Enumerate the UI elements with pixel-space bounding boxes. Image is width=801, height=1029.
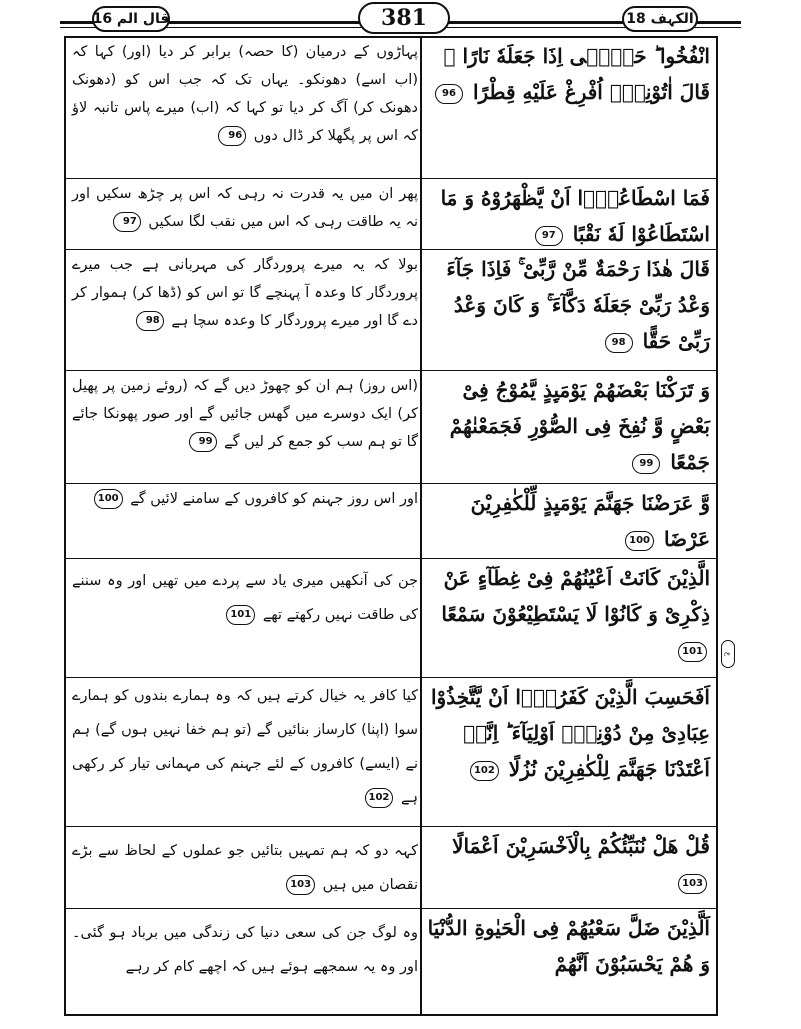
urdu-translation: جن کی آنکھیں میری یاد سے پردے میں تھیں اور وہ سننے کی طاقت نہیں رکھتے تھے 101 [72, 573, 418, 623]
row-separator [66, 178, 716, 179]
verse-number-badge: 103 [286, 875, 315, 895]
surah-label: الکہف 18 [622, 6, 698, 32]
verse-number-badge: 102 [470, 761, 499, 781]
page-header [0, 0, 801, 34]
verse-row [66, 372, 716, 482]
ruku-margin-mark: ع [721, 640, 735, 668]
arabic-text: قَالَ هٰذَا رَحْمَةٌ مِّنْ رَّبِّیْ ۚ فَاِذَا جَآءَ وَعْدُ رَبِّیْ جَعَلَهٗ دَكَّآءَ ۚ وَ كَانَ وَعْدُ رَبِّیْ حَقًّا 98 [446, 257, 710, 353]
verse-row [66, 560, 716, 676]
verse-number-badge: 101 [226, 605, 255, 625]
verse-number-badge: 98 [605, 333, 633, 353]
verse-number-badge: 103 [678, 874, 707, 894]
urdu-translation: کیا کافر یہ خیال کرتے ہیں کہ وہ ہمارے بندوں کو ہمارے سوا (اپنا) کارساز بنائیں گے (تو ہم خفا نہیں ہوں گے) ہم نے (ایسے) کافروں کے لئے جہنم کی مہمانی تیار کر رکھی ہے 102 [72, 688, 418, 806]
arabic-text: وَ تَرَكْنَا بَعْضَهُمْ یَوْمَىِٕذٍ یَّمُوْجُ فِیْ بَعْضٍ وَّ نُفِخَ فِی الصُّوْرِ فَجَمَعْنٰهُمْ جَمْعًا 99 [449, 378, 710, 474]
verse-row [66, 828, 716, 906]
urdu-translation: بولا کہ یہ میرے پروردگار کی مہربانی ہے جب میرے پروردگار کا وعدہ آ پہنچے گا تو اس کو (ڈھا کر) ہموار کر دے گا اور میرے پروردگار کا وعدہ سچا ہے 98 [72, 257, 418, 329]
urdu-translation: وہ لوگ جن کی سعی دنیا کی زندگی میں برباد ہو گئی۔ اور وہ یہ سمجھے ہوئے ہیں کہ اچھے کام کر رہے [72, 925, 418, 975]
row-separator [66, 677, 716, 678]
verse-number-badge: 99 [189, 432, 217, 452]
verse-row [66, 485, 716, 557]
urdu-translation: پہاڑوں کے درمیان (کا حصہ) برابر کر دیا (اور) کہا کہ (اب اسے) دھونکو۔ یہاں تک کہ جب اس کو (دھونک دھونک کر) آگ کر دیا تو کہا کہ (اب) میرے پاس تانبہ لاؤ کہ اس پر پگھلا کر ڈال دوں 96 [72, 44, 418, 144]
verse-number-badge: 100 [94, 489, 123, 509]
urdu-translation: (اس روز) ہم ان کو چھوڑ دیں گے کہ (روئے زمین پر پھیل کر) ایک دوسرے میں گھس جائیں گے اور صور پھونکا جائے گا تو ہم سب کو جمع کر لیں گے 99 [72, 378, 418, 450]
verse-number-badge: 98 [136, 311, 164, 331]
page-number: 381 [358, 2, 450, 34]
row-separator [66, 370, 716, 371]
verse-number-badge: 101 [678, 642, 707, 662]
verse-row [66, 910, 716, 1014]
verse-number-badge: 96 [218, 126, 246, 146]
row-separator [66, 483, 716, 484]
verse-number-badge: 99 [632, 454, 660, 474]
urdu-translation: پھر ان میں یہ قدرت نہ رہی کہ اس پر چڑھ سکیں اور نہ یہ طاقت رہی کہ اس میں نقب لگا سکیں 97 [72, 186, 418, 230]
arabic-text: الَّذِیْنَ كَانَتْ اَعْیُنُهُمْ فِیْ غِطَآءٍ عَنْ ذِكْرِیْ وَ كَانُوْا لَا یَسْتَطِیْعُوْنَ سَمْعًا 101 [422, 560, 716, 668]
arabic-text: اَلَّذِیْنَ ضَلَّ سَعْیُهُمْ فِی الْحَیٰوةِ الدُّنْیَا وَ هُمْ یَحْسَبُوْنَ اَنَّهُمْ [427, 916, 710, 976]
verse-row [66, 38, 716, 178]
arabic-text: انْفُخُوا ؕ حَتّٰۤى اِذَا جَعَلَهٗ نَارًا ۙ قَالَ اٰتُوْنِیْۤ اُفْرِغْ عَلَیْهِ قِطْرًا 96 [422, 38, 716, 110]
verse-row [66, 251, 716, 369]
verse-number-badge: 97 [535, 226, 563, 246]
urdu-translation: کہہ دو کہ ہم تمہیں بتائیں جو عملوں کے لحاظ سے بڑے نقصان میں ہیں 103 [72, 843, 418, 893]
urdu-translation: اور اس روز جہنم کو کافروں کے سامنے لائیں گے 100 [72, 485, 418, 513]
arabic-text: قُلْ هَلْ نُنَبِّئُكُمْ بِالْاَخْسَرِیْنَ اَعْمَالًا 103 [422, 828, 716, 900]
verse-number-badge: 96 [435, 84, 463, 104]
verse-number-badge: 102 [365, 788, 394, 808]
row-separator [66, 908, 716, 909]
row-separator [66, 558, 716, 559]
verse-number-badge: 100 [625, 531, 654, 551]
verse-row [66, 180, 716, 248]
arabic-text: وَّ عَرَضْنَا جَهَنَّمَ یَوْمَىِٕذٍ لِّلْكٰفِرِیْنَ عَرْضَا 100 [470, 491, 710, 551]
verse-number-badge: 97 [113, 212, 141, 232]
verse-row [66, 679, 716, 824]
arabic-text: اَفَحَسِبَ الَّذِیْنَ كَفَرُوْۤا اَنْ یَّتَّخِذُوْا عِبَادِیْ مِنْ دُوْنِیْۤ اَوْلِیَآءَ ؕ اِنَّاۤ اَعْتَدْنَا جَهَنَّمَ لِلْكٰفِرِیْنَ نُزُلًا 102 [430, 685, 710, 781]
arabic-text: فَمَا اسْطَاعُوْۤا اَنْ یَّظْهَرُوْهُ وَ مَا اسْتَطَاعُوْا لَهٗ نَقْبًا 97 [440, 186, 710, 246]
row-separator [66, 826, 716, 827]
juz-label: قال الم 16 [92, 6, 170, 32]
row-separator [66, 249, 716, 250]
